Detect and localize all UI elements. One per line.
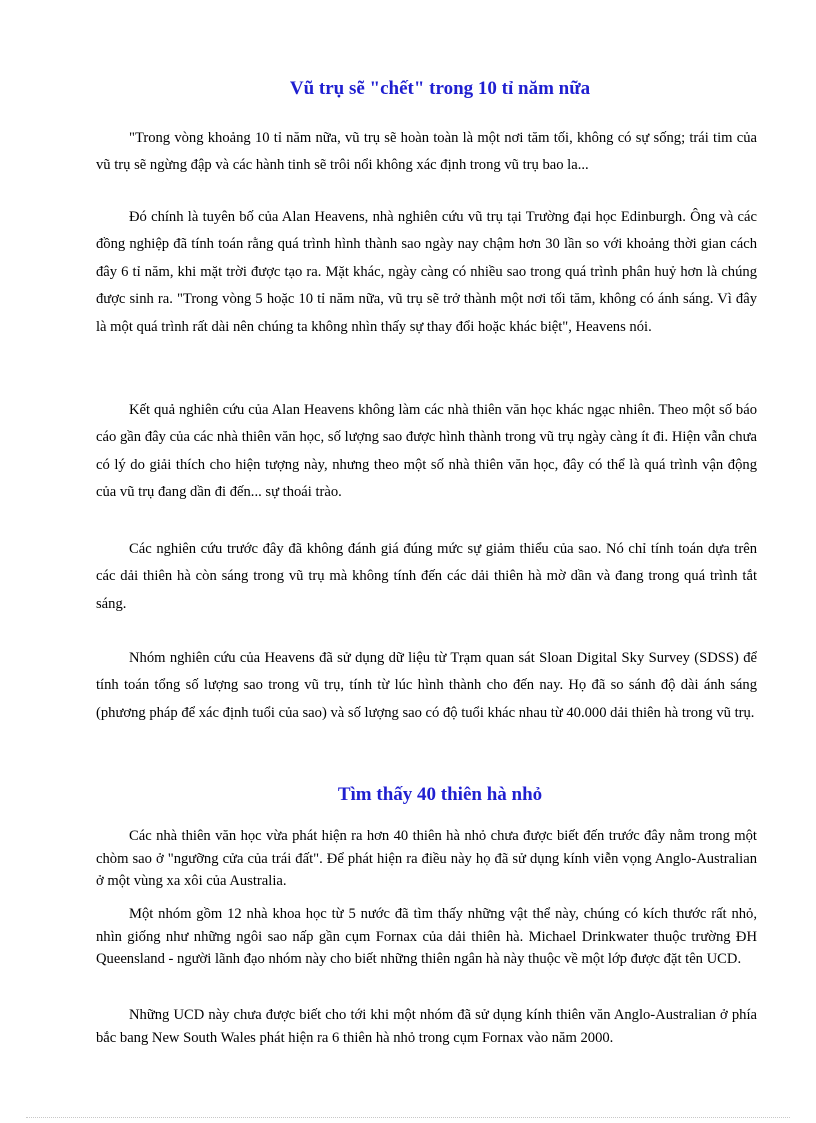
paragraph-3: Kết quả nghiên cứu của Alan Heavens không làm các nhà thiên văn học khác ngạc nhiên. Theo một số báo cáo gần đây của các nhà thiên văn học, số lượng sao được hình thành trong vũ trụ ngày càng ít đi. Hiện vẫn chưa có lý do giải thích cho hiện tượng này, nhưng theo một số nhà thiên văn học, đây có thể là quá trình vận động của vũ trụ đang dần đi đến... sự thoái trào. (96, 402, 757, 501)
section-title: Tìm thấy 40 thiên hà nhỏ (337, 784, 543, 805)
paragraph-1: "Trong vòng khoảng 10 tỉ năm nữa, vũ trụ sẽ hoàn toàn là một nơi tăm tối, không có sự sống; trái tim của vũ trụ sẽ ngừng đập và các hành tinh sẽ trôi nổi không xác định trong vũ trụ bao la... (96, 130, 757, 174)
paragraph-4: Các nghiên cứu trước đây đã không đánh giá đúng mức sự giảm thiểu của sao. Nó chỉ tính toán dựa trên các dải thiên hà còn sáng trong vũ trụ mà không tính đến các dải thiên hà mờ dần và đang trong quá trình tắt sáng. (96, 541, 757, 612)
article-title: Vũ trụ sẽ "chết" trong 10 tỉ năm nữa (289, 78, 591, 99)
page-bottom-divider (26, 1117, 790, 1118)
paragraph-2: Đó chính là tuyên bố của Alan Heavens, nhà nghiên cứu vũ trụ tại Trường đại học Edinburgh. Ông và các đồng nghiệp đã tính toán rằng quá trình hình thành sao ngày nay chậm hơn 30 lần so với khoảng thời gian cách đây 6 tỉ năm, khi mặt trời được tạo ra. Mặt khác, ngày càng có nhiều sao trong quá trình phân huỷ hơn là chúng được sinh ra. "Trong vòng 5 hoặc 10 tỉ năm nữa, vũ trụ sẽ trở thành một nơi tối tăm, không có ánh sáng. Vì đây là một quá trình rất dài nên chúng ta không nhìn thấy sự thay đổi hoặc khác biệt", Heavens nói. (96, 209, 757, 335)
paragraph-6: Các nhà thiên văn học vừa phát hiện ra hơn 40 thiên hà nhỏ chưa được biết đến trước đây nằm trong một chòm sao ở "ngưỡng cửa của trái đất". Để phát hiện ra điều này họ đã sử dụng kính viễn vọng Anglo-Australian ở một vùng xa xôi của Australia. (96, 828, 757, 889)
paragraph-5: Nhóm nghiên cứu của Heavens đã sử dụng dữ liệu từ Trạm quan sát Sloan Digital Sky Survey (SDSS) để tính toán tổng số lượng sao trong vũ trụ, tính từ lúc hình thành cho đến nay. Họ đã so sánh độ dài ánh sáng (phương pháp để xác định tuổi của sao) và số lượng sao có độ tuổi khác nhau từ 40.000 dải thiên hà trong vũ trụ. (96, 650, 757, 721)
paragraph-8: Những UCD này chưa được biết cho tới khi một nhóm đã sử dụng kính thiên văn Anglo-Australian ở phía bắc bang New South Wales phát hiện ra 6 thiên hà nhỏ trong cụm Fornax vào năm 2000. (96, 1007, 757, 1046)
paragraph-7: Một nhóm gồm 12 nhà khoa học từ 5 nước đã tìm thấy những vật thể này, chúng có kích thước rất nhỏ, nhìn giống như những ngôi sao nấp gần cụm Fornax của dải thiên hà. Michael Drinkwater thuộc trường ĐH Queensland - người lãnh đạo nhóm này cho biết những thiên ngân hà này thuộc về một lớp được đặt tên UCD. (96, 906, 757, 967)
